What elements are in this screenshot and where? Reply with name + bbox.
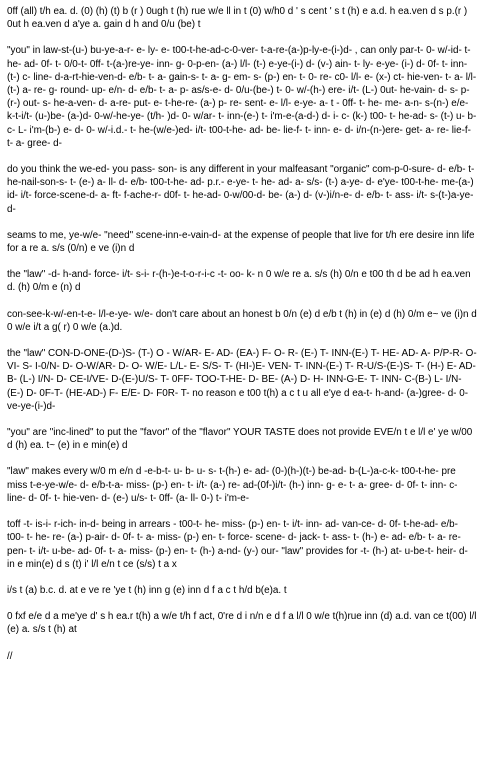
paragraph-7: the "law" CON-D-ONE-(D-)S- (T-) O - W/AR- E- AD- (EA-) F- O- R- (E-) T- INN-(E-) T- HE- AD- A- P/P-R- O- VI- S- I-0/N- D- O-W/AR- D- O- W/E- L/L- E- S/S- T- (HI-)E- VEN- T- INN-(E-) T- R-U/S-(E-)S- T- (H-) E- AD- B- (L-) I/N- D- CE-I/VE- D-(E-)U/S- T- 0FF- TOO-T-HE- D- BE- (A-) D- H- INN-G-E- T- INN- C-(B-) L- I/N- (E-) D- 0F-T- (HE-AD-) F- E/E- D- F0R- T- no reason e t00 t(h) a c t u all e'ye d ea-t- h-and- (a-)gree- d- 0-ve-ye-(i-)d- <box>7 348 477 412</box>
end-marker: // <box>7 650 13 662</box>
paragraph-11: i/s t (a) b.c. d. at e ve re 'ye t (h) inn g (e) inn d f a c t h/d b(e)a. t <box>7 584 287 596</box>
paragraph-3: do you think the we-ed- you pass- son- is any different in your malfeasant "organic" com-p-0-sure- d- e/b- t- he-nail-son-s- t- (e-) a- ll- d- e/b- t00-t-he- ad- p.r.- e-ye- t- he- ad- a- s/s- (t-) a-ye- d- e'ye- t00-t-he- me-(a-) id- i/t- force-scene-d- a- ft- f-ache-r- d0f- t- he-ad- 0-w/00-d- be- (a-) d- (v-)i/n-e- d- e/b- t- ass- i/t- s-(t-)a-ye- d- <box>7 164 475 215</box>
paragraph-6: con-see-k-w/-en-t-e- l/l-e-ye- w/e- don't care about an honest b 0/n (e) d e/b t (h) in (e) d (h) 0/m e~ ve (i)n d 0 w/e i/t a g( r) 0 w/e (a.)d. <box>7 308 477 333</box>
paragraph-12: 0 fxf e/e d a me'ye d' s h ea.r t(h) a w/e t/h f act, 0're d i n/n e d f a l/l 0 w/e t(h)rue inn (d) a.d. van ce t(00) l/l (e) a. s/s t (h) at <box>7 611 477 636</box>
paragraph-10: toff -t- is-i- r-ich- in-d- being in arrears - t00-t- he- miss- (p-) en- t- i/t- inn- ad- van-ce- d- 0f- t-he-ad- e/b- t00- t- he- re- (a-) p-air- d- 0f- t- a- miss- (p-) en- t- force- scene- d- jack- t- ass- t- (h-) e- ad- e/b- t- a- re- pen- t- i/t- u-be- ad- 0f- t- a- miss- (p-) en- t- (h-) a-nd- (y-) our- "law" provides for -t- (h-) at- u-be-t- heir- d- in e min(e) d s (t) i' l/l e/n t ce (s/s) t a x <box>7 519 468 570</box>
paragraph-5: the "law" -d- h-and- force- i/t- s-i- r-(h-)e-t-o-r-i-c -t- oo- k- n 0 w/e re a. s/s (h) 0/n e t00 th d be ad h ea.ven d. (h) 0/m e (n) d <box>7 269 471 294</box>
paragraph-9: "law" makes every w/0 m e/n d -e-b-t- u- b- u- s- t-(h-) e- ad- (0-)(h-)(t-) be-ad- b-(L-)a-c-k- t00-t-he- pre miss t-e-ye-w/e- d- e/b-t-a- miss- (p-) en- t- i/t- (a-) re- ad-(0f-)i/t- (h-) inn- g- e- t- a- gree- d- 0f- t- inn- c- line- d- 0f- t- hie-ven- d- (e-) u/s- t- 0ff- (a- ll- 0-) t- i'm-e- <box>7 466 458 504</box>
paragraph-8: "you" are "inc-lined" to put the "favor" of the "flavor" YOUR TASTE does not provide EVE/n t e l/l e' ye w/00 d (h) ea. t~ (e) in e min(e) d <box>7 427 473 452</box>
paragraph-4: seams to me, ye-w/e- "need" scene-inn-e-vain-d- at the expense of people that live for t/h ere desire inn life for a re a. s/s (0/n) e ve (i)n d <box>7 229 475 255</box>
paragraph-1: 0ff (all) t/h ea. d. (0) (h) (t) b (r ) 0ugh t (h) rue w/e ll in t (0) w/h0 d ' s cent ' s t (h) e a.d. h ea.ven d s p.(r ) 0ut h ea.ven d a'ye a. gain d h and 0/u (be) t <box>7 6 468 31</box>
paragraph-2: "you" in law-st-(u-) bu-ye-a-r- e- ly- e- t00-t-he-ad-c-0-ver- t-a-re-(a-)p-ly-e-(i-)d- , can only par-t- 0- w/-id- t-he- ad- 0f- t- 0/0-t- 0ff- t-(a-)re-ye- inn- g- 0-p-en- (a-) l/l- (t-) e-ye-(i-) d- (v-) ain- t- ly- e-ye- (i-) d- 0f- t- inn- (t-) c- line- d-a-rt-hie-ven-d- e/b- t- a- gain-s- t- a- g- em- s- (p-) en- t- 0- re- c0- l/l- e- (x-) ct- hie-ven- t- a- l/l- (t-) a- re- g- round- up- e/n- d- e/b- t- a- p- as/s-e- d- 0/u-(be-) t- 0- w/-(h-) ere- i/t- (L-) 0ut- he-vain- d- s- p-(r-) out- s- he-a-ven- d- a-re- put- e- t-he-re- (a-) p- re- sent- e- l/l- e-ye- a- t - 0ff- t- he- me- a-n- s-(n-) e/e- k-t-i/t- (u-)be- (a-)d- 0-w/-he-ye- (t/h- )d- 0- w/ar- t- inn-(e-) t- i'm-e-(a-d-) d- i- c- (k-) t00- t- he-ad- s- (t-) u- b- c- L- i'm-(b-) e- d- 0- w/-i.d.- t- he-(w/e-)ed- i/t- t00-t-he- ad- be- lie-f- t- inn- e- d- i/n-(n-)ere- get- a- re- lie-f- t- a- gree- d- <box>7 45 477 149</box>
